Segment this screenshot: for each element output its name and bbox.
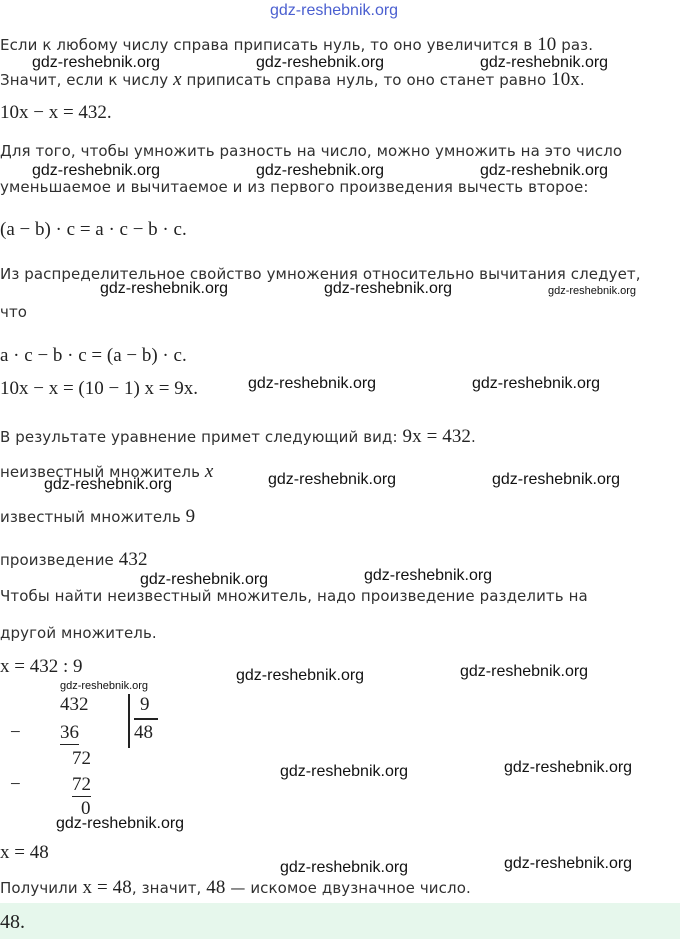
paragraph-7 <box>0 426 476 448</box>
watermark: gdz-reshebnik.org <box>548 285 637 297</box>
watermark: gdz-reshebnik.org <box>460 663 589 680</box>
equation-1: 10x − x = 432. <box>0 102 112 123</box>
watermark: gdz-reshebnik.org <box>236 667 365 684</box>
paragraph-1 <box>0 34 593 56</box>
p2-text: Значит, если к числу <box>0 71 174 89</box>
p13-number: 48 <box>206 877 226 898</box>
p10-text: произведение <box>0 551 119 569</box>
p2-expression: 10x <box>551 69 580 90</box>
watermark: gdz-reshebnik.org <box>472 375 601 392</box>
watermark: gdz-reshebnik.org <box>268 471 397 488</box>
equation-2: (a − b) · c = a · c − b · c. <box>0 219 187 240</box>
watermark: gdz-reshebnik.org <box>492 471 621 488</box>
p9-text: известный множитель <box>0 508 186 526</box>
division-subtrahend-2: 72 <box>72 774 91 795</box>
p13-text: Получили <box>0 879 83 897</box>
p10-number: 432 <box>118 549 148 570</box>
watermark: gdz-reshebnik.org <box>504 759 633 776</box>
watermark: gdz-reshebnik.org <box>100 280 229 297</box>
equation-4: 10x − x = (10 − 1) x = 9x. <box>0 378 199 399</box>
paragraph-11: Чтобы найти неизвестный множитель, надо произведение разделить на <box>0 587 588 605</box>
answer-box <box>0 903 680 939</box>
division-quotient: 48 <box>134 722 153 743</box>
p1-number: 10 <box>537 34 557 55</box>
p13-text-end: — искомое двузначное число. <box>225 879 471 897</box>
division-remainder-2: 0 <box>81 798 91 819</box>
division-dividend: 432 <box>60 694 89 715</box>
p1-text-end: раз. <box>556 36 594 54</box>
p13-equation: x = 48 <box>82 877 132 898</box>
p8-variable: x <box>204 461 214 482</box>
watermark: gdz-reshebnik.org <box>480 54 609 71</box>
paragraph-4: уменьшаемое и вычитаемое и из первого произведения вычесть второе: <box>0 178 589 196</box>
long-division <box>0 690 200 820</box>
p2-text-mid: приписать справа нуль, то оно станет равно <box>181 71 552 89</box>
division-divisor: 9 <box>140 694 150 715</box>
paragraph-5: Из распределительное свойство умножения относительно вычитания следует, <box>0 265 641 283</box>
watermark: gdz-reshebnik.org <box>280 763 409 780</box>
watermark: gdz-reshebnik.org <box>280 859 409 876</box>
division-subtrahend-1: 36 <box>60 722 79 743</box>
watermark: gdz-reshebnik.org <box>504 855 633 872</box>
equation-3: a · c − b · c = (a − b) · c. <box>0 345 187 366</box>
paragraph-12: другой множитель. <box>0 624 157 642</box>
watermark: gdz-reshebnik.org <box>60 680 149 692</box>
p7-text-end: . <box>471 428 476 446</box>
watermark: gdz-reshebnik.org <box>248 375 377 392</box>
division-divisor-line <box>134 718 158 720</box>
p9-number: 9 <box>185 506 196 527</box>
p7-text: В результате уравнение примет следующий вид: <box>0 428 403 446</box>
watermark: gdz-reshebnik.org <box>140 571 269 588</box>
paragraph-3: Для того, чтобы умножить разность на число, можно умножить на это число <box>0 142 623 160</box>
p7-equation: 9x = 432 <box>402 426 472 447</box>
division-remainder-1: 72 <box>72 748 91 769</box>
p2-variable: x <box>173 69 182 90</box>
watermark: gdz-reshebnik.org <box>364 567 493 584</box>
p2-text-end: . <box>579 71 585 89</box>
watermark: gdz-reshebnik.org <box>32 162 161 179</box>
watermark: gdz-reshebnik.org <box>44 476 173 493</box>
equation-6: x = 48 <box>0 842 49 863</box>
p1-text: Если к любому числу справа приписать нуль, то оно увеличится в <box>0 36 538 54</box>
answer-value: 48. <box>0 911 25 933</box>
site-watermark-header: gdz-reshebnik.org <box>270 2 399 19</box>
division-minus-2: − <box>10 774 21 795</box>
watermark: gdz-reshebnik.org <box>256 162 385 179</box>
p13-text-mid: , значит, <box>131 879 207 897</box>
paragraph-13 <box>0 877 471 899</box>
watermark: gdz-reshebnik.org <box>480 162 609 179</box>
watermark: gdz-reshebnik.org <box>324 280 453 297</box>
p8-text: неизвестный множитель <box>0 463 205 481</box>
watermark: gdz-reshebnik.org <box>56 815 185 832</box>
watermark: gdz-reshebnik.org <box>256 54 385 71</box>
paragraph-6: что <box>0 303 28 321</box>
division-vertical-bar <box>128 694 130 748</box>
division-minus-1: − <box>10 722 21 743</box>
paragraph-10 <box>0 549 148 571</box>
equation-5: x = 432 : 9 <box>0 656 83 677</box>
paragraph-2 <box>0 69 585 91</box>
watermark: gdz-reshebnik.org <box>32 54 161 71</box>
paragraph-9 <box>0 506 195 528</box>
